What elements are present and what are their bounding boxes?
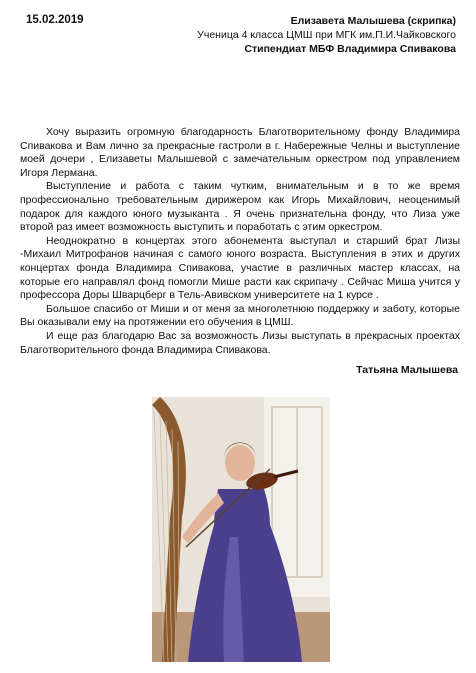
letter-date: 15.02.2019 xyxy=(26,14,84,26)
student-stipend: Стипендиат МБФ Владимира Спивакова xyxy=(244,43,456,55)
head xyxy=(225,445,255,481)
letter-paragraph: И еще раз благодарю Вас за возможность Лизы выступать в прекрасных проектах Благотворительного фонда Владимира Спивакова. xyxy=(20,329,460,356)
violinist-photo xyxy=(152,397,330,662)
letter-paragraph: Выступление и работа с таким чутким, внимательным и в то же время профессионально требовательным дирижером как Игорь Михайлович, неоценимый подарок для каждого юного музыканта . Я очень признательна фонду, что Лиза уже второй раз имеет возможность выступить и поработать с этим оркестром. xyxy=(20,180,460,234)
signature: Татьяна Малышева xyxy=(356,364,458,376)
student-name: Елизавета Малышева (скрипка) xyxy=(290,15,456,27)
letter-paragraph: Большое спасибо от Миши и от меня за многолетнюю поддержку и заботу, которые Вы оказывали ему на протяжении его обучения в ЦМШ. xyxy=(20,302,460,329)
letter-header xyxy=(126,14,456,56)
letter-paragraph: Хочу выразить огромную благодарность Благотворительному фонду Владимира Спивакова и Вам лично за прекрасные гастроли в г. Набережные Челны и выступление моей дочери , Елизаветы Малышевой с замечательным оркестром под управлением Игоря Лермана. xyxy=(20,126,460,179)
photo-illustration xyxy=(152,397,330,662)
student-school: Ученица 4 класса ЦМШ при МГК им.П.И.Чайковского xyxy=(197,29,456,41)
letter-body xyxy=(20,126,460,357)
letter-paragraph: Неоднократно в концертах этого абонемента выступал и старший брат Лизы -Михаил Митрофанов начиная с самого юного возраста. Выступления в этих и других концертах фонда Владимира Спивакова, участие в различных мастер классах, на которые его направлял фонд помогли Мише расти как скрипачу . Сейчас Миша учится у профессора Доры Шварцберг в Тель-Авивском университете на 1 курсе . xyxy=(20,234,460,302)
